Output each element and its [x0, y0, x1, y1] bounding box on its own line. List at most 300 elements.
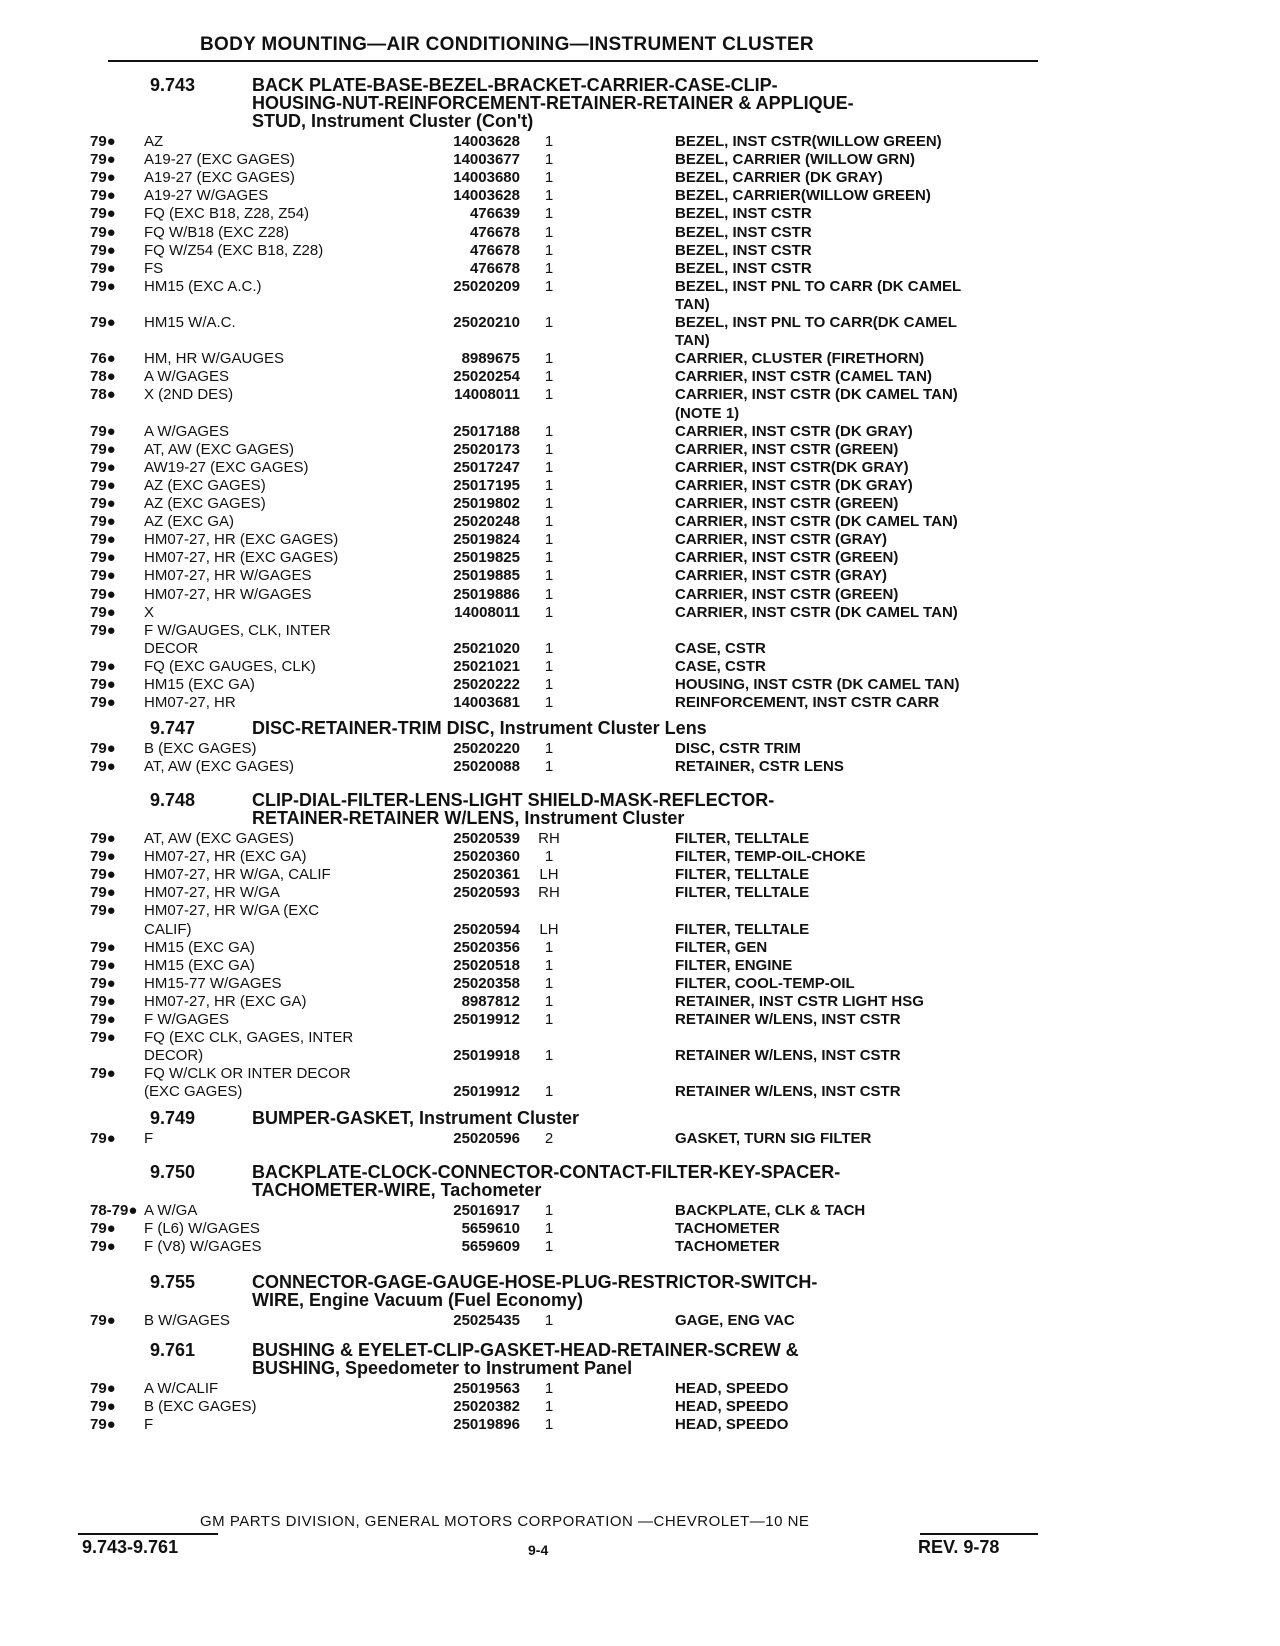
part-description: CARRIER, INST CSTR (DK CAMEL TAN)	[675, 386, 958, 404]
part-row	[0, 740, 1280, 758]
model-year: 79●	[90, 938, 116, 956]
part-row	[0, 1380, 1280, 1398]
part-number: 25020596	[453, 1130, 520, 1147]
part-description: FILTER, COOL-TEMP-OIL	[675, 974, 855, 992]
model-year: 79●	[90, 956, 116, 974]
model-year: 78-79●	[90, 1202, 138, 1219]
part-number: 25016917	[453, 1202, 520, 1219]
part-description: CARRIER, INST CSTR (DK CAMEL TAN)	[675, 513, 958, 531]
model-year: 79●	[90, 1130, 116, 1147]
quantity: 1	[544, 549, 554, 567]
part-description: BEZEL, CARRIER(WILLOW GREEN)	[675, 187, 931, 205]
application: X	[144, 603, 155, 621]
part-number: 25020361	[453, 866, 520, 884]
application: F W/GAUGES, CLK, INTER	[144, 621, 331, 639]
model-year: 79●	[90, 740, 116, 757]
footer-rule-left	[78, 1533, 218, 1535]
quantity: 1	[544, 676, 554, 693]
part-number: 25020356	[453, 938, 520, 956]
quantity: 1	[544, 476, 554, 494]
application: HM07-27, HR (EXC GAGES)	[144, 531, 339, 549]
section-title-line: BACK PLATE-BASE-BEZEL-BRACKET-CARRIER-CASE-CLIP-	[252, 75, 778, 95]
application: CALIF)	[144, 920, 192, 938]
part-description: BEZEL, INST CSTR(WILLOW GREEN)	[675, 133, 942, 150]
part-description: BEZEL, CARRIER (DK GRAY)	[675, 169, 883, 187]
part-number: 25019824	[453, 531, 520, 549]
model-year: 79●	[90, 902, 116, 920]
part-row	[0, 386, 1280, 404]
quantity: 1	[544, 386, 554, 404]
part-row	[0, 676, 1280, 694]
part-row	[0, 586, 1280, 604]
part-number: 25021020	[453, 639, 520, 657]
application: A19-27 (EXC GAGES)	[144, 151, 295, 169]
quantity: 1	[544, 1202, 554, 1219]
quantity: 1	[544, 151, 554, 169]
application: FQ W/B18 (EXC Z28)	[144, 223, 290, 241]
part-description: HEAD, SPEEDO	[675, 1416, 789, 1434]
header-rule	[108, 60, 1038, 62]
application: AT, AW (EXC GAGES)	[144, 758, 295, 776]
application: HM15 (EXC GA)	[144, 956, 255, 974]
part-number: 8987812	[461, 992, 520, 1010]
application: AZ	[144, 133, 164, 150]
application: AZ (EXC GA)	[144, 513, 235, 531]
part-number: 25017247	[453, 458, 520, 476]
application: DECOR)	[144, 1047, 204, 1065]
part-number: 476678	[469, 223, 520, 241]
footer-revision: REV. 9-78	[918, 1537, 1000, 1557]
quantity: 1	[544, 603, 554, 621]
quantity: 1	[544, 974, 554, 992]
part-description: RETAINER, INST CSTR LIGHT HSG	[675, 992, 924, 1010]
model-year: 79●	[90, 992, 116, 1010]
part-number: 25017188	[453, 422, 520, 440]
part-description: TACHOMETER	[675, 1238, 780, 1256]
footer-publisher: GM PARTS DIVISION, GENERAL MOTORS CORPORATION —CHEVROLET—10 NE	[200, 1513, 810, 1530]
application: HM15 W/A.C.	[144, 314, 236, 331]
part-row	[0, 1312, 1280, 1330]
model-year: 79●	[90, 169, 116, 187]
part-number: 25019912	[453, 1083, 520, 1101]
part-number: 25020209	[453, 277, 520, 295]
footer-page-number: 9-4	[528, 1542, 549, 1558]
part-description: CARRIER, INST CSTR (GREEN)	[675, 495, 899, 512]
section-title-line: TACHOMETER-WIRE, Tachometer	[252, 1180, 542, 1200]
quantity: 1	[544, 1398, 554, 1416]
quantity: 1	[544, 277, 554, 295]
part-number: 25020222	[453, 676, 520, 693]
section-title-line: HOUSING-NUT-REINFORCEMENT-RETAINER-RETAINER & APPLIQUE-	[252, 93, 854, 113]
part-row	[0, 694, 1280, 712]
application: FQ (EXC GAUGES, CLK)	[144, 657, 316, 675]
application: A19-27 (EXC GAGES)	[144, 169, 295, 187]
part-description: HEAD, SPEEDO	[675, 1380, 789, 1397]
part-row	[0, 866, 1280, 884]
model-year: 79●	[90, 866, 116, 884]
part-number: 476639	[469, 205, 520, 223]
part-description: BEZEL, INST CSTR	[675, 259, 812, 277]
application: HM07-27, HR (EXC GAGES)	[144, 549, 339, 567]
application: A W/GAGES	[144, 368, 230, 386]
part-row	[0, 242, 1280, 260]
application: HM07-27, HR W/GAGES	[144, 567, 312, 585]
part-number: 25017195	[453, 476, 520, 494]
model-year: 79●	[90, 1312, 116, 1329]
quantity: 1	[544, 440, 554, 458]
part-number: 25019896	[453, 1416, 520, 1434]
model-year: 79●	[90, 422, 116, 440]
part-number: 25020594	[453, 920, 520, 938]
part-row	[0, 957, 1280, 975]
application: DECOR	[144, 639, 199, 657]
part-row	[0, 133, 1280, 151]
model-year: 79●	[90, 884, 116, 902]
section-number: 9.743	[150, 75, 196, 95]
application: AZ (EXC GAGES)	[144, 495, 266, 512]
part-row	[0, 549, 1280, 567]
quantity: 1	[544, 368, 554, 386]
part-number: 476678	[469, 259, 520, 277]
quantity: 1	[544, 1416, 554, 1434]
application: AW19-27 (EXC GAGES)	[144, 458, 309, 476]
part-row	[0, 151, 1280, 169]
model-year: 79●	[90, 1416, 116, 1434]
application: HM07-27, HR (EXC GA)	[144, 992, 307, 1010]
application: FQ W/CLK OR INTER DECOR	[144, 1065, 351, 1083]
part-description: CARRIER, INST CSTR (DK GRAY)	[675, 422, 913, 440]
section-title-line: DISC-RETAINER-TRIM DISC, Instrument Cluster Lens	[252, 718, 707, 738]
part-description: RETAINER W/LENS, INST CSTR	[675, 1047, 901, 1065]
application: HM07-27, HR W/GA	[144, 884, 280, 902]
section-title-line: STUD, Instrument Cluster (Con't)	[252, 111, 534, 131]
model-year: 79●	[90, 187, 116, 205]
part-number: 25020593	[453, 884, 520, 902]
part-number: 25019825	[453, 549, 520, 567]
application: F (V8) W/GAGES	[144, 1238, 262, 1256]
part-row	[0, 830, 1280, 848]
application: HM15-77 W/GAGES	[144, 974, 282, 992]
model-year: 79●	[90, 458, 116, 476]
model-year: 79●	[90, 585, 116, 603]
part-row	[0, 1202, 1280, 1220]
part-row	[0, 567, 1280, 585]
part-number: 25020382	[453, 1398, 520, 1416]
model-year: 79●	[90, 241, 116, 259]
part-row	[0, 848, 1280, 866]
quantity: 1	[544, 585, 554, 603]
quantity: 1	[544, 422, 554, 440]
quantity: 1	[544, 758, 554, 776]
part-number: 25020539	[453, 830, 520, 847]
model-year: 79●	[90, 549, 116, 567]
section-title-line: CLIP-DIAL-FILTER-LENS-LIGHT SHIELD-MASK-REFLECTOR-	[252, 790, 775, 810]
part-row	[0, 1238, 1280, 1256]
application: A W/CALIF	[144, 1380, 219, 1397]
part-description: TAN)	[675, 332, 710, 350]
model-year: 79●	[90, 758, 116, 776]
part-number: 5659609	[461, 1238, 520, 1256]
part-description: BEZEL, INST PNL TO CARR (DK CAMEL	[675, 277, 962, 295]
part-description: BEZEL, INST PNL TO CARR(DK CAMEL	[675, 314, 957, 331]
section-title-line: RETAINER-RETAINER W/LENS, Instrument Cluster	[252, 808, 685, 828]
section-title-line: BUMPER-GASKET, Instrument Cluster	[252, 1108, 580, 1128]
model-year: 79●	[90, 223, 116, 241]
part-row	[0, 658, 1280, 676]
part-row	[0, 921, 1280, 939]
section-number: 9.761	[150, 1340, 196, 1360]
part-row	[0, 169, 1280, 187]
model-year: 76●	[90, 350, 116, 368]
part-number: 14003677	[453, 151, 520, 169]
application: F	[144, 1130, 154, 1147]
quantity: 1	[544, 458, 554, 476]
part-row	[0, 260, 1280, 278]
quantity: LH	[539, 866, 559, 884]
part-number: 25020088	[453, 758, 520, 776]
application: F W/GAGES	[144, 1011, 230, 1028]
part-row	[0, 513, 1280, 531]
part-row	[0, 423, 1280, 441]
part-row	[0, 278, 1280, 296]
application: AT, AW (EXC GAGES)	[144, 830, 295, 847]
part-description: FILTER, TELLTALE	[675, 830, 810, 847]
model-year: 79●	[90, 531, 116, 549]
model-year: 79●	[90, 495, 116, 512]
part-number: 25020173	[453, 440, 520, 458]
section-number: 9.755	[150, 1272, 196, 1292]
application: HM07-27, HR W/GA, CALIF	[144, 866, 331, 884]
model-year: 79●	[90, 603, 116, 621]
part-row	[0, 1047, 1280, 1065]
quantity: 1	[544, 694, 554, 712]
application: FQ (EXC B18, Z28, Z54)	[144, 205, 310, 223]
part-description: CARRIER, CLUSTER (FIRETHORN)	[675, 350, 925, 368]
part-row	[0, 884, 1280, 902]
application: FQ (EXC CLK, GAGES, INTER	[144, 1029, 354, 1047]
model-year: 79●	[90, 621, 116, 639]
part-description: CARRIER, INST CSTR (GRAY)	[675, 567, 887, 585]
part-description: GAGE, ENG VAC	[675, 1312, 795, 1329]
part-row	[0, 604, 1280, 622]
model-year: 79●	[90, 694, 116, 712]
part-row	[0, 368, 1280, 386]
part-description: FILTER, TELLTALE	[675, 920, 810, 938]
part-row	[0, 993, 1280, 1011]
part-description: FILTER, ENGINE	[675, 956, 793, 974]
part-row	[0, 459, 1280, 477]
part-description: GASKET, TURN SIG FILTER	[675, 1130, 872, 1147]
quantity: 1	[544, 241, 554, 259]
part-row	[0, 1130, 1280, 1148]
part-number: 8989675	[461, 350, 520, 368]
part-description: TAN)	[675, 295, 710, 313]
quantity: 1	[544, 513, 554, 531]
part-number: 14008011	[454, 386, 520, 404]
quantity: 1	[544, 314, 554, 331]
part-row	[0, 939, 1280, 957]
model-year: 78●	[90, 386, 116, 404]
section-number: 9.749	[150, 1108, 196, 1128]
section-title-line: BUSHING & EYELET-CLIP-GASKET-HEAD-RETAINER-SCREW &	[252, 1340, 799, 1360]
part-row	[0, 332, 1280, 350]
part-description: CARRIER, INST CSTR (DK CAMEL TAN)	[675, 603, 958, 621]
model-year: 79●	[90, 133, 116, 150]
quantity: 1	[544, 350, 554, 368]
model-year: 79●	[90, 259, 116, 277]
quantity: RH	[538, 830, 560, 847]
part-description: RETAINER W/LENS, INST CSTR	[675, 1011, 901, 1028]
footer-rule-right	[920, 1533, 1038, 1535]
part-number: 25020210	[453, 314, 520, 331]
quantity: RH	[538, 884, 560, 902]
quantity: 1	[544, 1047, 554, 1065]
application: B (EXC GAGES)	[144, 740, 257, 757]
part-description: BEZEL, INST CSTR	[675, 241, 812, 259]
part-row	[0, 205, 1280, 223]
application: HM15 (EXC GA)	[144, 676, 255, 693]
part-row	[0, 1398, 1280, 1416]
part-description: BEZEL, INST CSTR	[675, 223, 812, 241]
part-description: CARRIER, INST CSTR(DK GRAY)	[675, 458, 909, 476]
model-year: 79●	[90, 1238, 116, 1256]
part-description: BEZEL, CARRIER (WILLOW GRN)	[675, 151, 915, 169]
part-number: 25020360	[453, 848, 520, 866]
part-row	[0, 314, 1280, 332]
part-row	[0, 1011, 1280, 1029]
model-year: 79●	[90, 513, 116, 531]
section-number: 9.747	[150, 718, 196, 738]
model-year: 79●	[90, 974, 116, 992]
application: A W/GAGES	[144, 422, 230, 440]
part-number: 14008011	[454, 603, 520, 621]
quantity: 1	[544, 169, 554, 187]
part-description: CARRIER, INST CSTR (GREEN)	[675, 549, 899, 567]
model-year: 79●	[90, 151, 116, 169]
section-title-line: CONNECTOR-GAGE-GAUGE-HOSE-PLUG-RESTRICTOR-SWITCH-	[252, 1272, 818, 1292]
part-description: BEZEL, INST CSTR	[675, 205, 812, 223]
application: HM07-27, HR W/GAGES	[144, 585, 312, 603]
part-number: 25020220	[453, 740, 520, 757]
model-year: 79●	[90, 476, 116, 494]
section-title-line: WIRE, Engine Vacuum (Fuel Economy)	[252, 1290, 584, 1310]
part-description: DISC, CSTR TRIM	[675, 740, 801, 757]
part-number: 14003680	[453, 169, 520, 187]
model-year: 79●	[90, 676, 116, 693]
quantity: 1	[544, 848, 554, 866]
part-row	[0, 1416, 1280, 1434]
model-year: 79●	[90, 1380, 116, 1397]
application: HM, HR W/GAUGES	[144, 350, 285, 368]
quantity: 1	[544, 938, 554, 956]
application: HM07-27, HR	[144, 694, 236, 712]
footer-section-range: 9.743-9.761	[82, 1537, 179, 1557]
quantity: 1	[544, 187, 554, 205]
quantity: 1	[544, 992, 554, 1010]
model-year: 79●	[90, 440, 116, 458]
application: FQ W/Z54 (EXC B18, Z28)	[144, 241, 324, 259]
application: B (EXC GAGES)	[144, 1398, 257, 1416]
part-description: CASE, CSTR	[675, 639, 766, 657]
model-year: 79●	[90, 277, 116, 295]
part-row	[0, 187, 1280, 205]
section-title-line: BUSHING, Speedometer to Instrument Panel	[252, 1358, 633, 1378]
quantity: 1	[544, 1312, 554, 1329]
part-row	[0, 640, 1280, 658]
page-title: BODY MOUNTING—AIR CONDITIONING—INSTRUMENT CLUSTER	[200, 34, 814, 55]
model-year: 79●	[90, 848, 116, 866]
quantity: 2	[544, 1130, 554, 1147]
part-number: 476678	[469, 241, 520, 259]
part-number: 25019912	[453, 1011, 520, 1028]
part-description: RETAINER W/LENS, INST CSTR	[675, 1083, 901, 1101]
model-year: 79●	[90, 1029, 116, 1047]
part-number: 25019563	[453, 1380, 520, 1397]
model-year: 79●	[90, 1220, 116, 1238]
part-number: 5659610	[461, 1220, 520, 1238]
part-description: CASE, CSTR	[675, 657, 766, 675]
part-description: CARRIER, INST CSTR (GRAY)	[675, 531, 887, 549]
part-row	[0, 1029, 1280, 1047]
application: X (2ND DES)	[144, 386, 234, 404]
part-number: 25025435	[453, 1312, 520, 1329]
part-description: FILTER, TELLTALE	[675, 866, 810, 884]
part-description: CARRIER, INST CSTR (CAMEL TAN)	[675, 368, 932, 386]
quantity: 1	[544, 531, 554, 549]
section-number: 9.750	[150, 1162, 196, 1182]
part-row	[0, 1220, 1280, 1238]
part-description: FILTER, GEN	[675, 938, 768, 956]
part-row	[0, 758, 1280, 776]
model-year: 79●	[90, 314, 116, 331]
application: F (L6) W/GAGES	[144, 1220, 260, 1238]
part-row	[0, 1065, 1280, 1083]
part-number: 25019918	[453, 1047, 520, 1065]
part-number: 25019886	[453, 585, 520, 603]
quantity: 1	[544, 133, 554, 150]
part-description: HEAD, SPEEDO	[675, 1398, 789, 1416]
quantity: 1	[544, 1220, 554, 1238]
model-year: 79●	[90, 567, 116, 585]
part-row	[0, 902, 1280, 920]
application: HM07-27, HR (EXC GA)	[144, 848, 307, 866]
part-description: FILTER, TEMP-OIL-CHOKE	[675, 848, 866, 866]
part-row	[0, 975, 1280, 993]
part-description: CARRIER, INST CSTR (GREEN)	[675, 440, 899, 458]
quantity: 1	[544, 956, 554, 974]
application: HM07-27, HR W/GA (EXC	[144, 902, 320, 920]
quantity: 1	[544, 1238, 554, 1256]
application: AT, AW (EXC GAGES)	[144, 440, 295, 458]
section-title-line: BACKPLATE-CLOCK-CONNECTOR-CONTACT-FILTER-KEY-SPACER-	[252, 1162, 841, 1182]
quantity: 1	[544, 1380, 554, 1397]
application: HM15 (EXC A.C.)	[144, 277, 262, 295]
quantity: 1	[544, 1011, 554, 1028]
model-year: 79●	[90, 1065, 116, 1083]
part-row	[0, 477, 1280, 495]
quantity: 1	[544, 223, 554, 241]
application: A19-27 W/GAGES	[144, 187, 269, 205]
part-row	[0, 495, 1280, 513]
part-row	[0, 531, 1280, 549]
part-number: 25019885	[453, 567, 520, 585]
part-number: 25020254	[453, 368, 520, 386]
quantity: 1	[544, 259, 554, 277]
quantity: 1	[544, 205, 554, 223]
part-row	[0, 622, 1280, 640]
part-description: RETAINER, CSTR LENS	[675, 758, 844, 776]
part-number: 14003628	[453, 187, 520, 205]
